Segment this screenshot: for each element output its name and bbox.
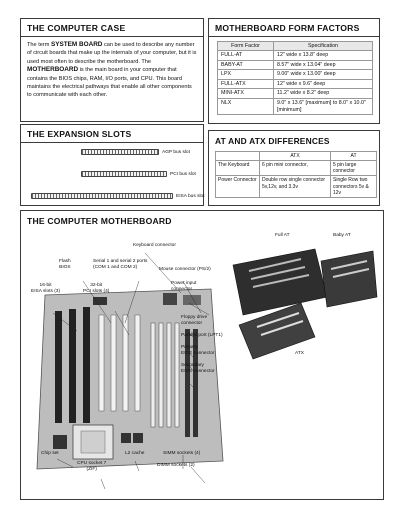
keyboard-connector-label: Keyboard connector (133, 243, 176, 248)
at-atx-panel (208, 130, 380, 206)
l2-cache-label: L2 cache (125, 451, 145, 456)
at-atx-title: AT AND ATX DIFFERENCES (215, 136, 330, 146)
eisa-slots-label: 16-bit EISA slots (3) (31, 283, 61, 294)
pci-slot-illustration (81, 171, 167, 177)
table-header: Specification (274, 42, 373, 51)
table-cell: Power Connector (216, 176, 260, 198)
table-cell: 9.00" wide x 13.00" deep (274, 70, 373, 80)
table-cell: Double row single connector 5v,12v, and 3.3v (260, 176, 331, 198)
case-text-part: is the main board in your computer that contains the BIOS chips, RAM, I/O ports, and CPU. This board maintains the electrical pathways that enable all other components to communicate with each other. (27, 67, 192, 99)
table-cell: LPX (218, 70, 274, 80)
table-row (218, 79, 373, 89)
table-cell: FULL-ATX (218, 79, 274, 89)
table-cell: Single Row two connectors 5v & 12v (331, 176, 377, 198)
computer-case-panel (20, 18, 204, 122)
agp-slot-label: AGP bus slot (162, 149, 190, 155)
pci-slot-label: PCI bus slot (170, 171, 196, 177)
eisa-slot-row (31, 193, 205, 199)
full-at-label: Full AT (275, 233, 290, 238)
table-header: AT (331, 152, 377, 161)
form-factors-panel (208, 18, 380, 124)
table-row (218, 51, 373, 61)
table-cell: 6 pin mini connector, (260, 161, 331, 176)
chip-set-label: Chip set (41, 451, 59, 456)
floppy-drive-connector-label: Floppy drive connector (181, 315, 208, 326)
serial-ports-label: Serial 1 and serial 2 ports (COM 1 and COM 2) (93, 259, 148, 270)
case-text-part: can be used to describe any number of circuit boards that make up the internals of your computer, but it is used most often to describe the motherboard. The (27, 42, 197, 65)
table-row (218, 98, 373, 114)
system-board-term: SYSTEM BOARD (50, 41, 103, 48)
form-factor-boards-illustration (229, 241, 379, 361)
expansion-slots-panel (20, 124, 204, 206)
atx-label: ATX (295, 351, 304, 356)
table-row (218, 70, 373, 80)
dimm-sockets-label: DIMM sockets (2) (157, 463, 195, 468)
pci-slot-row (81, 171, 196, 177)
form-factors-table (217, 41, 373, 115)
table-cell: 12" wide x 9.6" deep (274, 79, 373, 89)
simm-sockets-label: SIMM sockets (4) (163, 451, 201, 456)
table-cell: MINI-ATX (218, 89, 274, 99)
table-row (218, 89, 373, 99)
mouse-connector-label: Mouse connector (PS/2) (159, 267, 211, 272)
table-row (216, 176, 377, 198)
table-cell: 12" wide x 13.8" deep (274, 51, 373, 61)
table-cell: 11.2" wide x 8.2" deep (274, 89, 373, 99)
motherboard-panel (20, 210, 384, 500)
cpu-socket-label: CPU socket 7 (ZIF) (77, 461, 107, 472)
power-input-connector-label: Power input connector (171, 281, 197, 292)
agp-slot-row (81, 149, 190, 155)
table-cell: NLX (218, 98, 274, 114)
primary-eide-connector-label: Primary EIDE connector (181, 345, 215, 356)
computer-case-text (21, 37, 203, 104)
case-text-part: The term (27, 42, 51, 48)
eisa-slot-label: EISA bus slot (176, 193, 205, 199)
table-header (216, 152, 260, 161)
table-header: ATX (260, 152, 331, 161)
secondary-eide-connector-label: Secondary EIDE connector (181, 363, 215, 374)
at-atx-table (215, 151, 377, 198)
table-cell: FULL-AT (218, 51, 274, 61)
computer-case-title: THE COMPUTER CASE (21, 19, 203, 37)
form-factors-title: MOTHERBOARD FORM FACTORS (209, 19, 379, 37)
table-cell: BABY-AT (218, 60, 274, 70)
table-cell: 9.0" x 13.6" [maximum] to 8.0" x 10.0" [minimum] (274, 98, 373, 114)
eisa-slot-illustration (31, 193, 173, 199)
table-cell: 8.57" wide x 13.04" deep (274, 60, 373, 70)
agp-slot-illustration (81, 149, 159, 155)
table-row (216, 161, 377, 176)
table-row (218, 60, 373, 70)
motherboard-term: MOTHERBOARD (27, 66, 79, 74)
motherboard-title: THE COMPUTER MOTHERBOARD (27, 216, 172, 226)
table-cell: 5 pin large connector (331, 161, 377, 176)
table-cell: The Keyboard (216, 161, 260, 176)
table-header: Form Factor (218, 42, 274, 51)
pci-slots-label: 32-bit PCI slots (4) (83, 283, 110, 294)
parallel-port-label: Parallel port (LPT1) (181, 333, 223, 338)
expansion-slots-title: THE EXPANSION SLOTS (21, 125, 203, 143)
flash-bios-label: Flash BIOS (59, 259, 71, 270)
baby-at-label: Baby AT (333, 233, 351, 238)
